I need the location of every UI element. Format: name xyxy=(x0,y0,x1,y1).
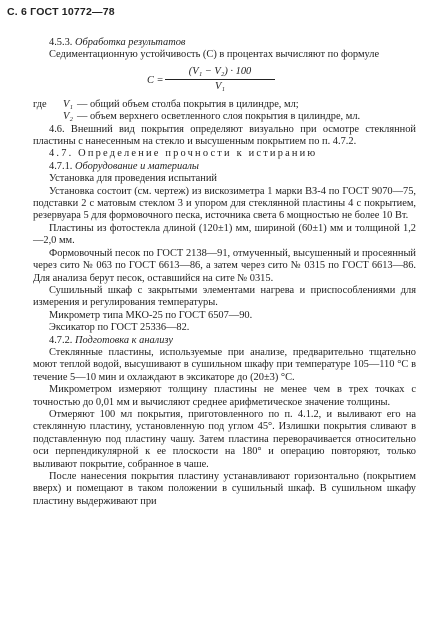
install-title: Установка для проведения испытаний xyxy=(49,173,217,185)
paragraph-4-6: 4.6. Внешний вид покрытия определяют визуально при осмотре стеклянной пластины с нанесенным на стекло и высушенным покрытием по п. 4.7.2. xyxy=(33,123,416,148)
section-number: 4.7.2. xyxy=(49,334,73,346)
legend-text: — общий объем столба покрытия в цилиндре, мл; xyxy=(77,98,299,110)
formula-fraction xyxy=(165,66,275,94)
paragraph-micrometer: Микрометр типа МКО-25 по ГОСТ 6507—90. xyxy=(49,309,253,321)
paragraph-sand: Формовочный песок по ГОСТ 2138—91, отмученный, высушенный и просеянный через сито № 063 по ГОСТ 6613—86, а затем через сито № 0315 по ГОСТ 6613—86. Для анализа берут песок, оставшийся на сите № 0315. xyxy=(33,247,416,284)
paragraph-after: После нанесения покрытия пластину устанавливают горизонтально (покрытием вверх) и помещают в таком положении в сушильный шкаф. В сушильном шкафу пластину выдерживают при xyxy=(33,471,416,507)
section-title: Подготовка к анализу xyxy=(75,334,173,346)
section-number: 4.5.3. xyxy=(49,37,73,48)
section-number: 4.7.1. xyxy=(49,160,73,172)
formula-numerator: (V₁ − V₂) · 100 xyxy=(165,66,275,80)
section-4-7-2-heading xyxy=(33,335,416,347)
legend-label: где xyxy=(33,98,47,110)
formula xyxy=(33,64,416,98)
paragraph-plates: Пластины из фотостекла длиной (120±1) мм, шириной (60±1) мм и толщиной 1,2—2,0 мм. xyxy=(33,222,416,247)
legend-symbol: V₂ xyxy=(63,111,73,123)
formula-denominator: V₁ xyxy=(215,81,225,93)
section-title: Оборудование и материалы xyxy=(75,160,199,172)
paragraph-install: Установка состоит (см. чертеж) из вискозиметра 1 марки ВЗ-4 по ГОСТ 9070—75, подставки 2 с матовым стеклом 3 и упором для стеклянной пластины 4 с покрытием, резервуара 5 для формовочного песка, источника света 6 мощностью не более 10 Вт. xyxy=(33,185,416,222)
section-title: Обработка результатов xyxy=(75,37,186,48)
paragraph-pour: Отмеряют 100 мл покрытия, приготовленного по п. 4.1.2, и выливают его на стеклянную пластину, установленную под углом 45°. Излишки покрытия сливают в подставленную под пластину чашу. Затем пластина переворачивается относительно оси перпендикулярной к ее плоскости на 180° и операцию повторяют, только выливают покрытие, собранное в чаше. xyxy=(33,408,416,470)
legend-text: — объем верхнего осветленного слоя покрытия в цилиндре, мл. xyxy=(77,111,361,123)
paragraph-cabinet: Сушильный шкаф с закрытыми элементами нагрева и приспособлениями для измерения и регулирования температуры. xyxy=(33,284,416,309)
section-4-7-1-heading xyxy=(33,161,416,173)
page-header: С. 6 ГОСТ 10772—78 xyxy=(7,6,115,18)
legend-symbol: V₁ xyxy=(63,98,73,110)
paragraph-measure: Микрометром измеряют толщину пластины не менее чем в трех точках с точностью до 0,01 мм и вычисляют среднее арифметическое значение толщины. xyxy=(33,384,416,408)
paragraph-desiccator: Эксикатор по ГОСТ 25336—82. xyxy=(49,322,190,334)
legend-item-v1 xyxy=(33,99,416,111)
paragraph-sedimentation: Седиментационную устойчивость (C) в процентах вычисляют по формуле xyxy=(49,49,380,61)
section-4-7-heading: 4.7. Определение прочности к истиранию xyxy=(49,148,318,160)
document-body xyxy=(33,37,416,508)
paragraph-glass: Стеклянные пластины, используемые при анализе, предварительно тщательно моют теплой водой, высушивают в сушильном шкафу при температуре 105—110 °С в течение 5—10 мин и охлаждают в эксикаторе до (20±3) °С. xyxy=(33,346,416,383)
legend-item-v2 xyxy=(33,111,416,123)
section-4-5-3-heading xyxy=(33,37,416,49)
formula-lhs: C = xyxy=(147,74,164,86)
